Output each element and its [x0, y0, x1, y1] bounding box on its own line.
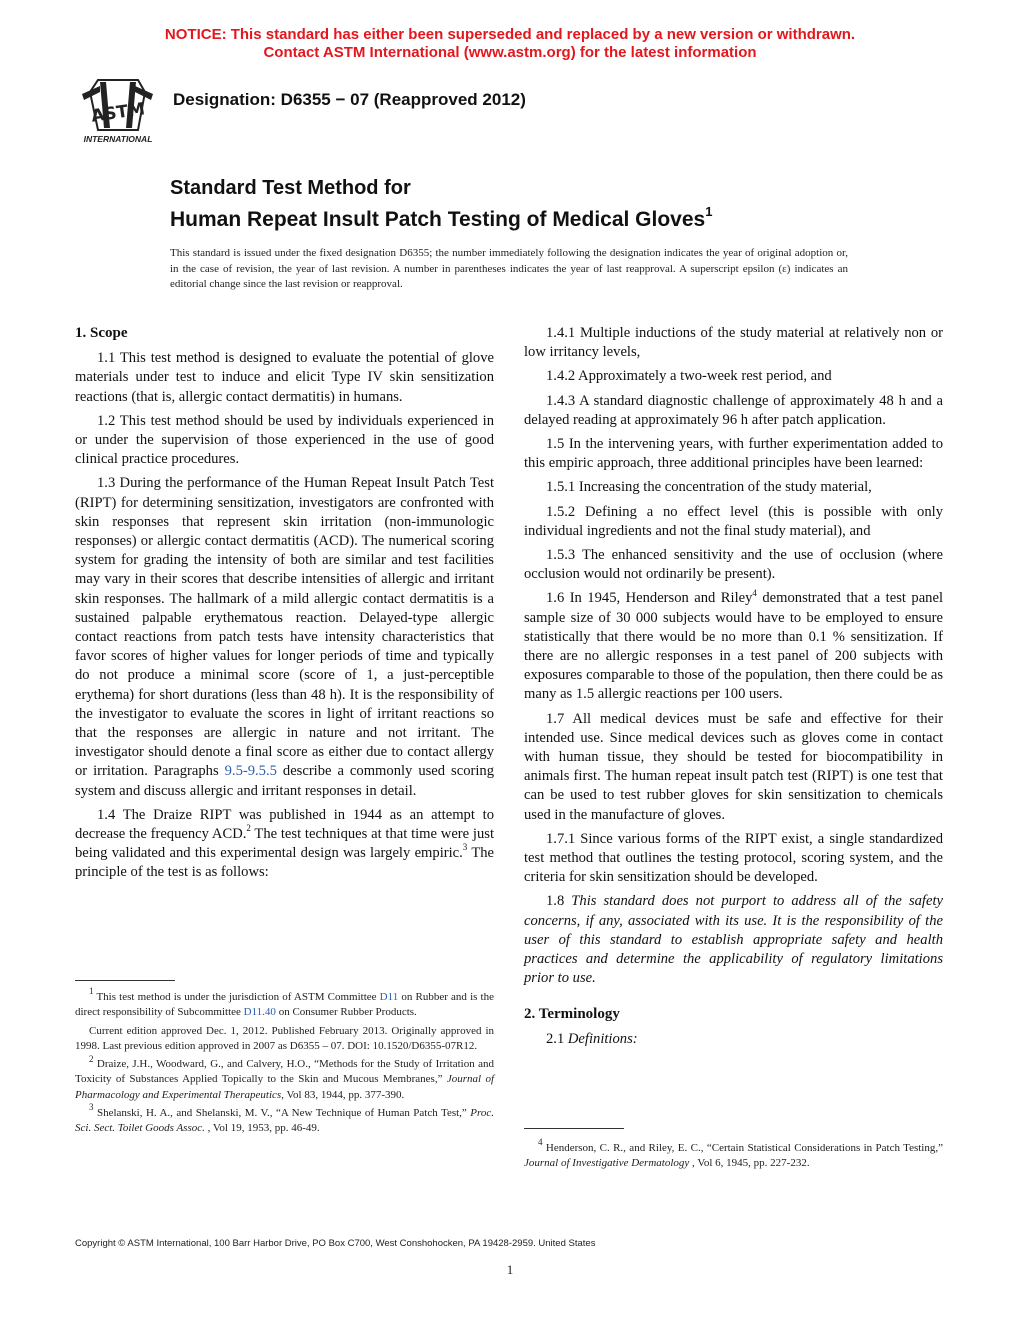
title-footnote-mark: 1 [705, 204, 713, 219]
paragraph-1-6: 1.6 In 1945, Henderson and Riley$^4$ demonstrated that a test panel sample size of 30 000 subjects would have to be employed to ensure statistically that there would be no more than 0.1 % sensitization. If there are no allergic responses in a test panel of 200 subjects with exposures comparable to those of the population, then there could be as many as 1.5 allergic reactions per 100 users. [524, 587, 944, 703]
footnote-1: $^1$ This test method is under the jurisdiction of ASTM Committee D11 on Rubber and is the direct responsibility of Subcommittee D11.40 on Consumer Rubber Products. [75, 986, 494, 1019]
paragraph-1-2: 1.2 This test method should be used by individuals experienced in or under the supervision of those experienced in the use of good clinical practice procedures. [75, 412, 494, 468]
title-line-2: Human Repeat Insult Patch Testing of Medical Gloves$^1$ [170, 204, 713, 231]
withdrawal-notice [0, 26, 1020, 62]
footnote-rule-right [524, 1128, 624, 1129]
page-number: 1 [506, 1262, 514, 1277]
footnote-ref-3: 3 [462, 842, 468, 853]
footnote-ref-2: 2 [246, 823, 251, 834]
paragraph-link-9-5[interactable]: 9.5-9.5.5 [224, 763, 277, 780]
logo-word: INTERNATIONAL [83, 134, 153, 144]
document-title [170, 175, 712, 233]
notice-line-1: NOTICE: This standard has either been superseded and replaced by a new version or withdrawn. [164, 26, 856, 43]
paragraph-1-5-3: 1.5.3 The enhanced sensitivity and the use of occlusion (where occlusion would not ordinarily be present). [524, 547, 943, 583]
paragraph-1-5-2: 1.5.2 Defining a no effect level (this is possible with only individual ingredients and not the final study material), and [524, 503, 943, 539]
paragraph-1-7-1: 1.7.1 Since various forms of the RIPT exist, a single standardized test method that outlines the testing protocol, scoring system, and the criteria for skin sensitization should be developed. [524, 830, 943, 886]
footnote-3: $^3$ Shelanski, H. A., and Shelanski, M. V., “A New Technique of Human Patch Test,” Proc. Sci. Sect. Toilet Goods Assoc. , Vol 19, 1953, pp. 46-49. [75, 1102, 494, 1135]
footnote-4: $^4$ Henderson, C. R., and Riley, E. C., “Certain Statistical Considerations in Patch Testing,” Journal of Investigative Dermatology , Vol 6, 1945, pp. 227-232. [524, 1137, 943, 1170]
paragraph-2-1: 2.1 Definitions: [546, 1030, 638, 1047]
designation: Designation: D6355 − 07 (Reapproved 2012) [173, 90, 526, 109]
footnote-1-edition: Current edition approved Dec. 1, 2012. Published February 2013. Originally approved in 1998. Last previous edition approved in 2007 as D6355 – 07. DOI: 10.1520/D6355-07R12. [75, 1024, 494, 1052]
section-scope-heading: 1. Scope [75, 325, 128, 341]
paragraph-1-1: 1.1 This test method is designed to evaluate the potential of glove materials under test to induce and elicit Type IV skin sensitization reactions (that is, allergic contact dermatitis) in humans. [75, 350, 494, 405]
paragraph-1-7: 1.7 All medical devices must be safe and effective for their intended use. Since medical devices such as gloves come in contact with human tissue, they should be tested for biocompatibility in animals first. The human repeat insult patch test (RIPT) is one test that can be used to test rubber gloves for skin sensitization to chemicals used in the manufacture of gloves. [524, 710, 943, 823]
logo-letters: ASTM [90, 99, 147, 127]
footnotes-right [524, 1137, 943, 1175]
astm-logo [70, 72, 165, 147]
copyright-line: Copyright © ASTM International, 100 Barr Harbor Drive, PO Box C700, West Conshohocken, PA 19428-2959. United States [75, 1238, 596, 1249]
issuance-note: This standard is issued under the fixed designation D6355; the number immediately following the designation indicates the year of original adoption or, in the case of revision, the year of last revision. A number in parentheses indicates the year of last reapproval. A superscript epsilon (ε) indicates an editorial change since the last revision or reapproval. [170, 247, 848, 290]
footnote-2: $^2$ Draize, J.H., Woodward, G., and Calvery, H.O., “Methods for the Study of Irritation and Toxicity of Substances Applied Topically to the Skin and Mucous Membranes,” Journal of Pharmacology and Experimental Therapeutics, Vol 83, 1944, pp. 377-390. [75, 1053, 495, 1101]
title-line-1: Standard Test Method for [170, 177, 411, 199]
right-column [524, 324, 943, 1054]
paragraph-1-4-3: 1.4.3 A standard diagnostic challenge of approximately 48 h and a delayed reading at approximately 96 h after patch application. [524, 392, 943, 428]
notice-line-2: Contact ASTM International (www.astm.org) for the latest information [263, 44, 757, 61]
footnote-rule-left [75, 980, 175, 981]
footnote-ref-4: 4 [752, 587, 757, 598]
footnotes-left [75, 986, 495, 1140]
paragraph-1-3: 1.3 During the performance of the Human Repeat Insult Patch Test (RIPT) for determining sensitization, investigators are confronted with skin responses that represent skin irritation (non-immunologic responses) or allergic contact dermatitis (ACD). The numerical scoring system for grading the intensity of both are similar and test facilities may vary in their scores that describe intensities of allergic and irritant skin responses. The hallmark of a mild allergic contact dermatitis is a sustained palpable erythematous reaction. Delayed-type allergic contact reactions from patch tests have intensity characteristics that favor scores of higher values for longer periods of time and typically do not produce a minimal score (score of 1, a just-perceptible erythema) for short durations (less than 48 h). It is the responsibility of the investigator to evaluate the scores in light of irritant reactions so that the responses are allergic in nature and not irritant. The investigator should denote a final score as either due to contact allergy or irritation. Paragraphs 9.5-9.5.5 describe a commonly used scoring system and discuss allergic and irritant responses in detail. [75, 475, 494, 799]
paragraph-1-4-1: 1.4.1 Multiple inductions of the study material at relatively non or low irritancy levels, [524, 325, 943, 361]
paragraph-1-8: 1.8 This standard does not purport to address all of the safety concerns, if any, associated with its use. It is the responsibility of the user of this standard to establish appropriate safety and health practices and determine the applicability of regulatory limitations prior to use. [524, 893, 943, 987]
paragraph-1-4: 1.4 The Draize RIPT was published in 1944 as an attempt to decrease the frequency ACD.$^2$ The test techniques at that time were just being validated and this experimental design was largely empiric.$^3$ The principle of the test is as follows: [75, 806, 495, 881]
section-terminology-heading: 2. Terminology [524, 1005, 620, 1022]
paragraph-1-4-2: 1.4.2 Approximately a two-week rest period, and [546, 368, 832, 385]
committee-link-d11[interactable]: D11 [379, 991, 399, 1003]
paragraph-1-5-1: 1.5.1 Increasing the concentration of the study material, [546, 479, 872, 496]
paragraph-1-5: 1.5 In the intervening years, with further experimentation added to this empiric approach, three additional principles have been learned: [524, 436, 943, 472]
subcommittee-link-d11-40[interactable]: D11.40 [243, 1006, 276, 1019]
left-column [75, 324, 494, 888]
